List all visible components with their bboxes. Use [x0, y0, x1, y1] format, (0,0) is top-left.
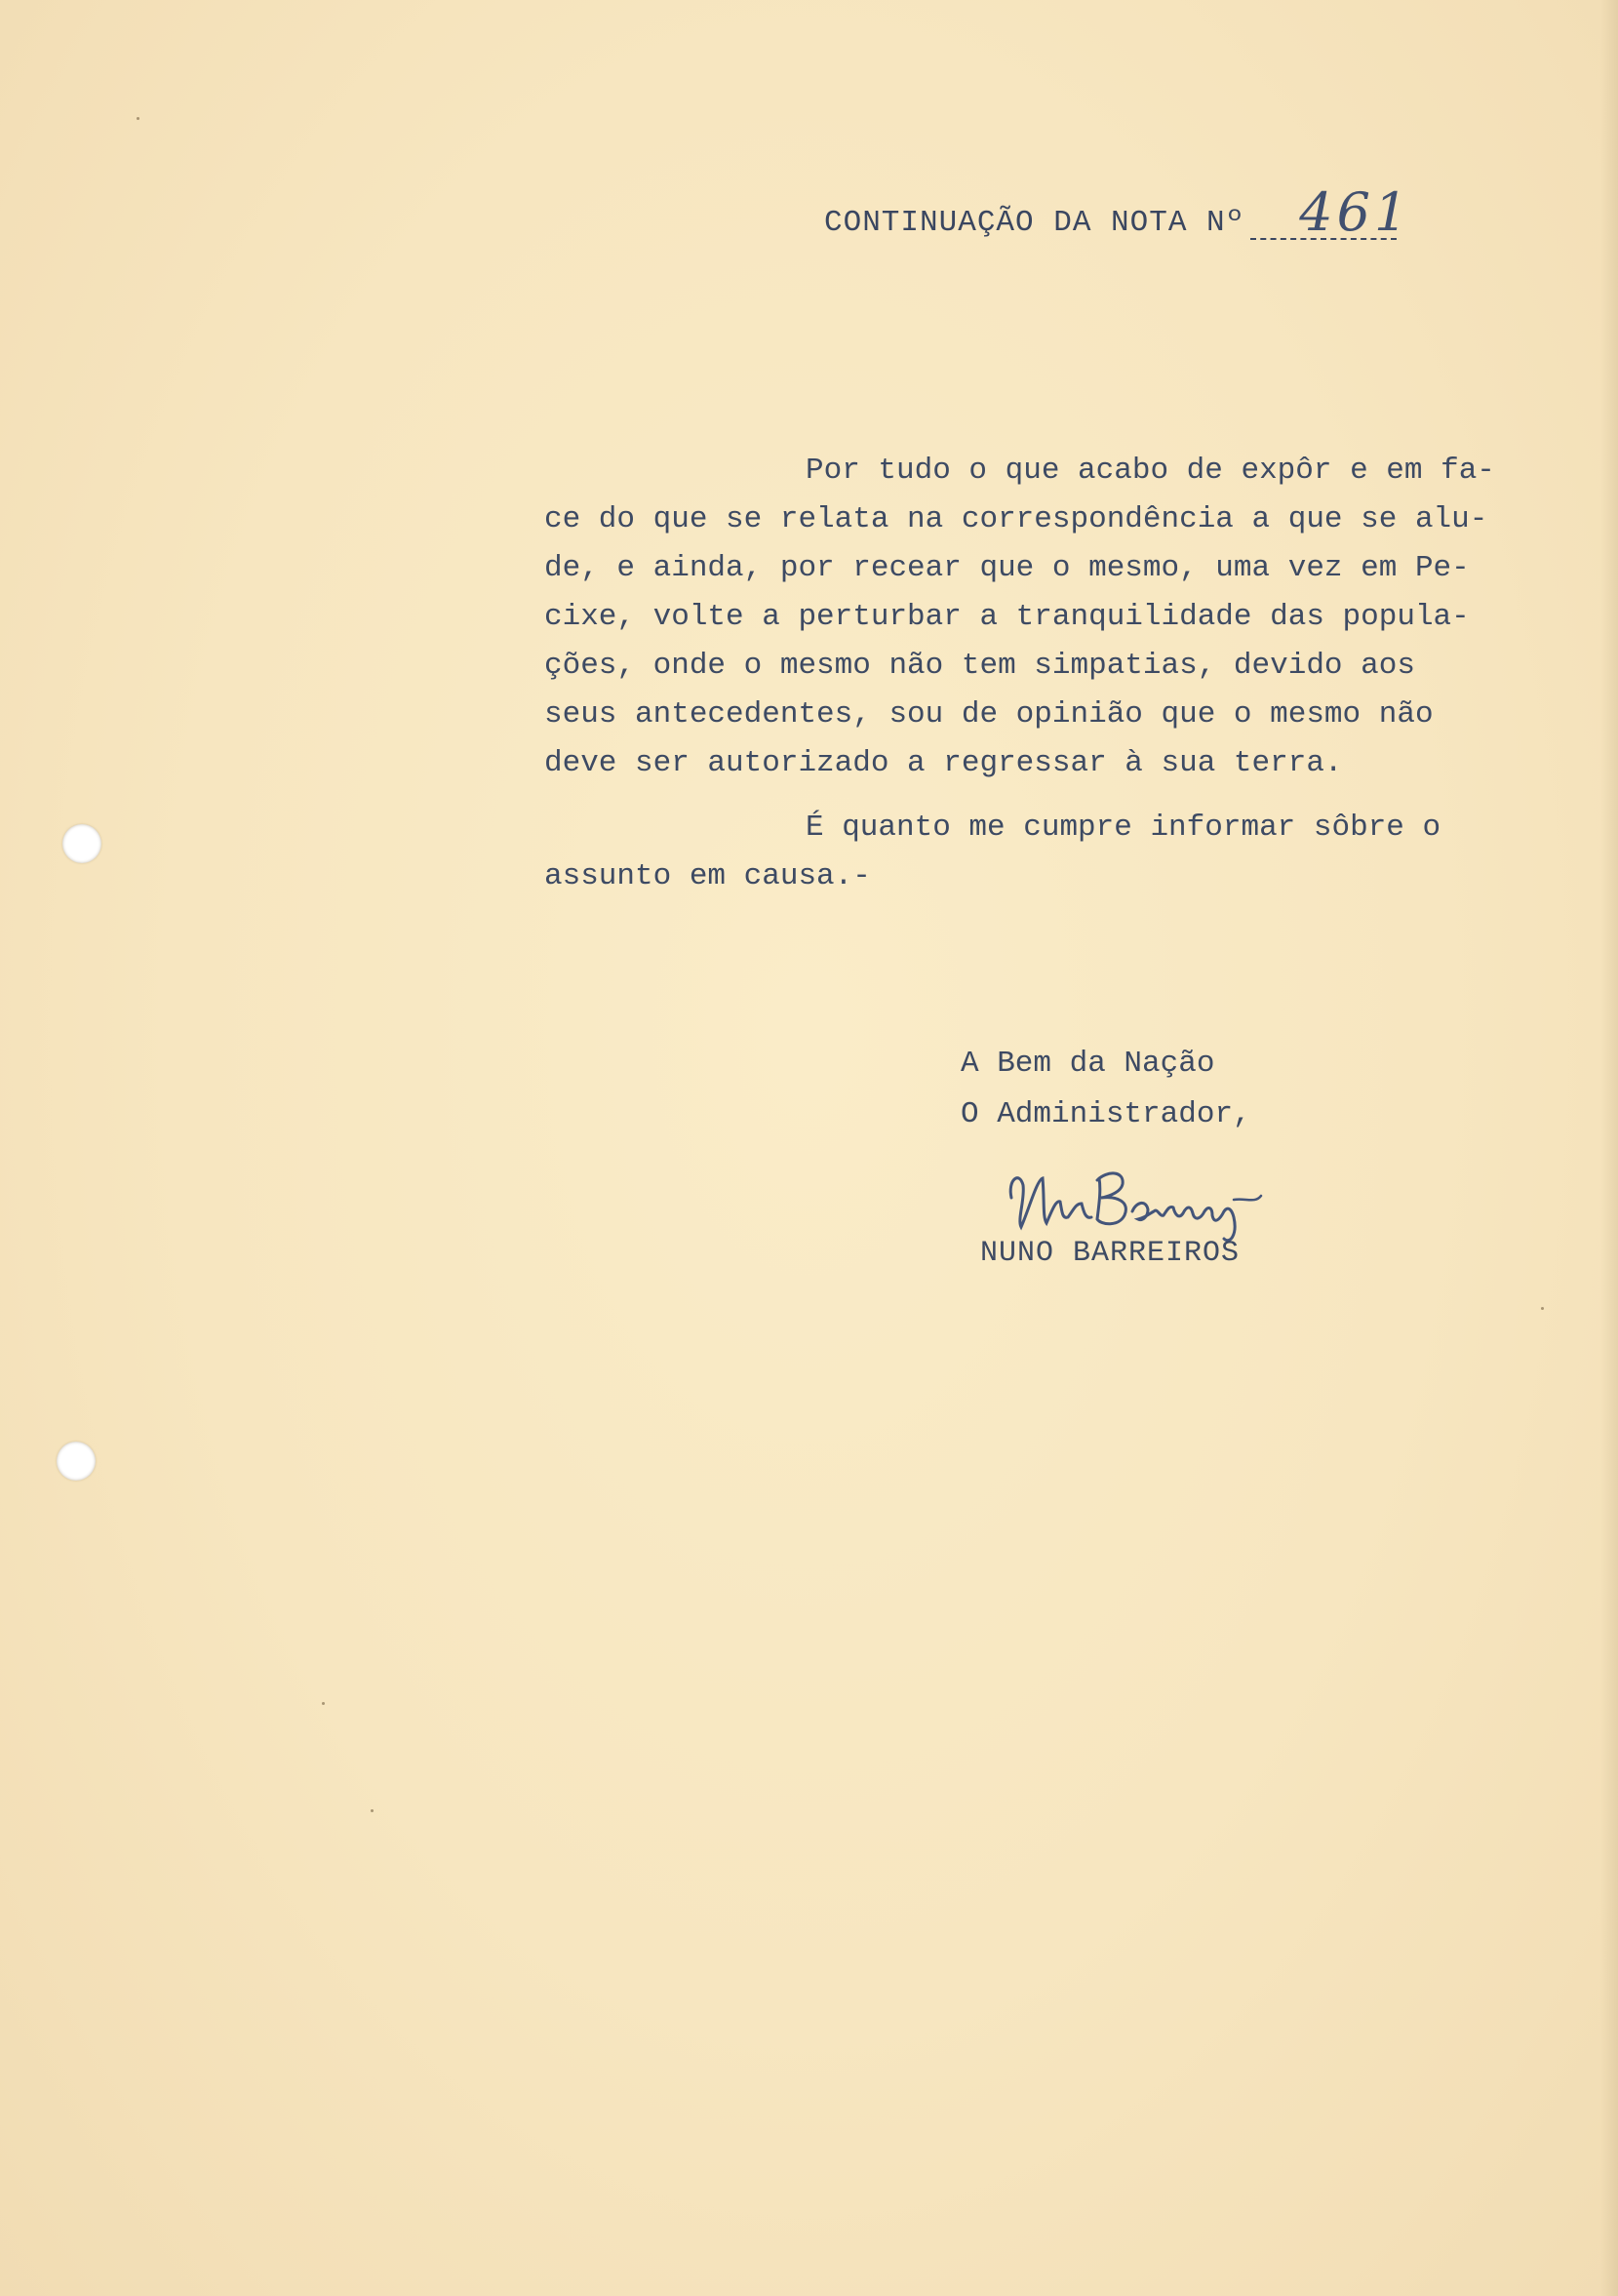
- punch-hole-top: [62, 824, 101, 863]
- note-number-blank: [1250, 181, 1412, 243]
- paper-speck: [371, 1809, 374, 1812]
- paper-speck: [322, 1702, 325, 1705]
- paper-speck: [137, 117, 139, 120]
- letter-body: [544, 447, 1588, 917]
- body-paragraph-1: Por tudo o que acabo de expôr e em fa- ce do que se relata na correspondência a que se alu- de, e ainda, por recear que o mesmo, uma vez em Pe- cixe, volte a perturbar a tranquilidade das popula- ções, onde o mesmo não tem simpatias, devido aos seus antecedentes, sou de opinião que o mesmo não deve ser autorizado a regressar à sua terra.: [544, 454, 1495, 780]
- punch-hole-bottom: [57, 1442, 96, 1481]
- paper-speck: [1541, 1307, 1544, 1310]
- page-edge-shadow: [1600, 0, 1618, 2296]
- closing-salutation: A Bem da Nação: [961, 1047, 1215, 1081]
- note-heading: [824, 181, 1412, 243]
- body-paragraph-2: É quanto me cumpre informar sôbre o assunto em causa.-: [544, 811, 1441, 893]
- handwritten-signature: [1000, 1141, 1312, 1248]
- closing-block: [961, 1039, 1251, 1140]
- note-number: 461: [1299, 181, 1412, 243]
- signatory-name: NUNO BARREIROS: [980, 1237, 1241, 1270]
- note-heading-label: CONTINUAÇÃO DA NOTA Nº: [824, 206, 1245, 240]
- closing-title: O Administrador,: [961, 1097, 1251, 1131]
